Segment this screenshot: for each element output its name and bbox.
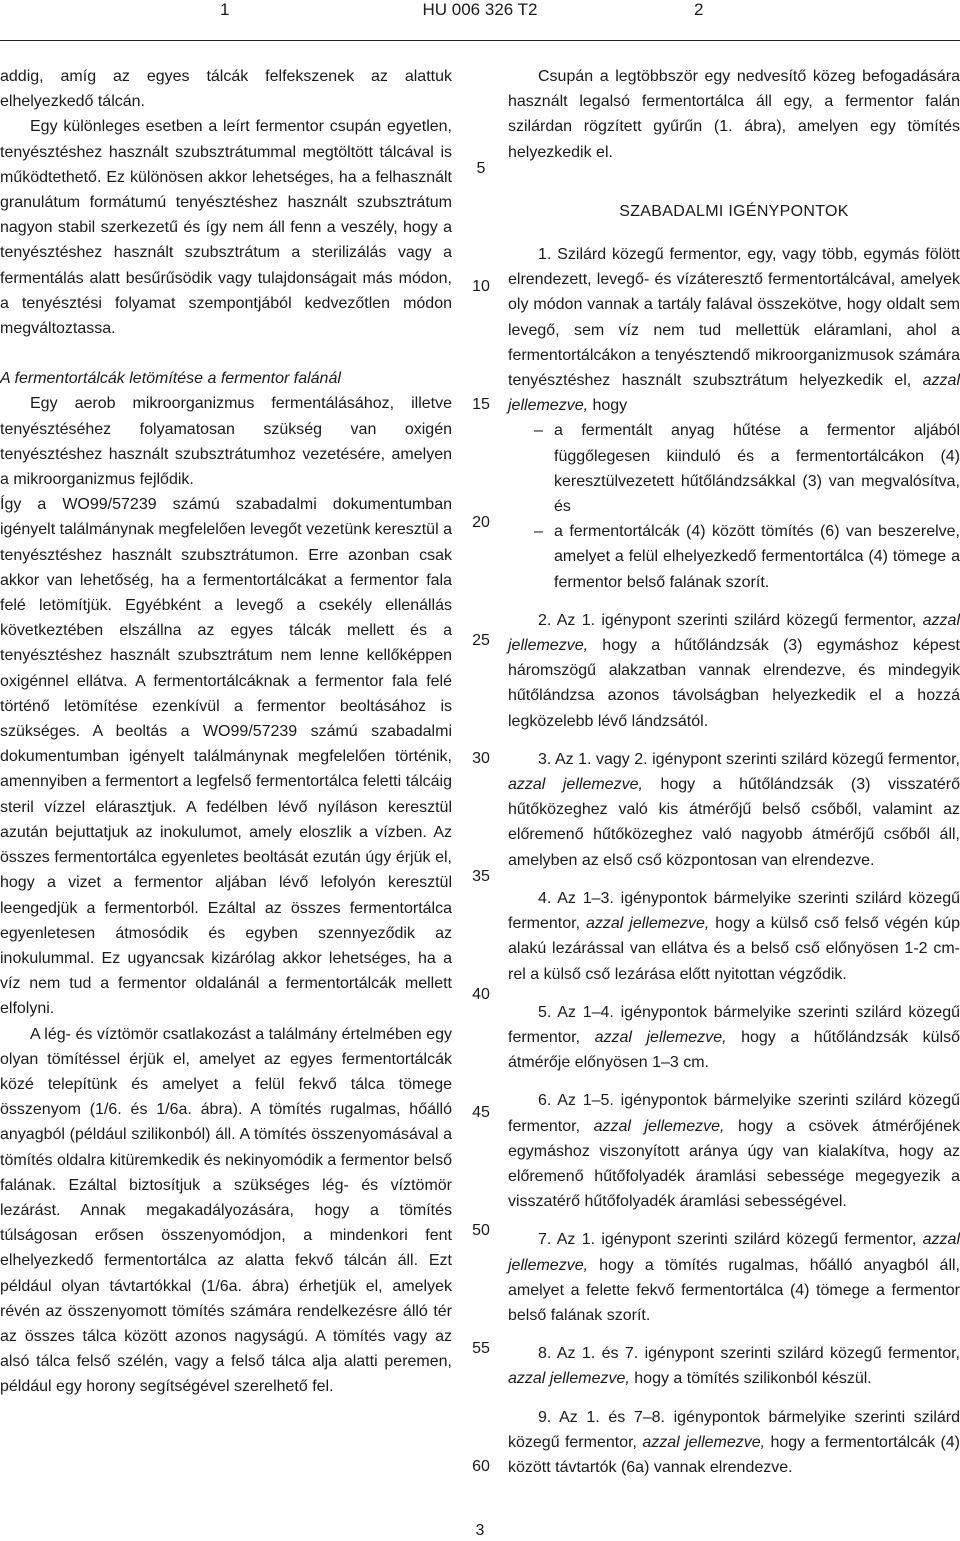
line-number: 35	[472, 868, 490, 885]
line-number: 25	[472, 632, 490, 649]
header-rule	[0, 40, 960, 41]
document-number: HU 006 326 T2	[422, 0, 538, 19]
claim-1-feature-a: – a fermentált anyag hűtése a fermentor aljából függőlegesen kiinduló és a fermentortálcákon (4) keresztülvezetett hűtőlándzsákkal (3) van megvalósítva, és	[508, 418, 960, 519]
claim-4: 4. Az 1–3. igénypontok bármelyike szerinti szilárd közegű fermentor, azzal jellemezve, hogy a külső cső felső végén kúp alakú lezárással van ellátva és a belső cső előnyösen 1-2 cm-rel a külső cső lezárása előtt nyitottan végződik.	[508, 889, 960, 983]
claim-3: 3. Az 1. vagy 2. igénypont szerinti szilárd közegű fermentor, azzal jellemezve, hogy a hűtőlándzsák (3) visszatérő hűtőközeghez való kis átmérőjű belső csőből, valamint az előremenő hűtőközeghez való nagyobb átmérőjű csőből áll, amelyben az első cső központosan van elrendezve.	[508, 750, 960, 869]
line-number: 15	[472, 396, 490, 413]
dash-bullet: –	[534, 523, 543, 541]
line-number: 55	[472, 1340, 490, 1357]
dash-bullet: –	[534, 422, 543, 440]
footer-page-number: 3	[475, 1522, 485, 1539]
claim-7: 7. Az 1. igénypont szerinti szilárd közegű fermentor, azzal jellemezve, hogy a tömítés rugalmas, hőálló anyagból áll, amelyet a felette fekvő fermentortálca (4) tömege a fermentor belső falának szorít.	[508, 1231, 960, 1324]
paragraph-aerobic: Egy aerob mikroorganizmus fermentálásához, illetve tenyésztéséhez folyamatosan szükség van oxigén tenyésztéshez használt szubsztrátumhoz vezetésére, amelyen a mikroorganizmus fejlődik.	[0, 395, 452, 489]
paragraph-special-case: Egy különleges esetben a leírt fermentor csupán egyetlen, tenyésztéshez használt szubsztrátummal megtöltött tálcával is működtethető. Ez különösen akkor lehetséges, ha a felhasznált granulátum formátumú tenyésztéshez használt szubsztrátum nagyon stabil szerkezetű és így nem áll fenn a veszély, hogy a tenyésztéshez használt szubsztrátum a sterilizálás vagy a fermentálás alatt besűrűsödik vagy tulajdonságait más módon, a tenyésztési folyamat szempontjából kedvezőtlen módon megváltoztassa.	[0, 118, 452, 338]
claims-heading: SZABADALMI IGÉNYPONTOK	[619, 202, 849, 220]
section-heading: A fermentortálcák letömítése a fermentor falánál	[0, 370, 341, 388]
line-number: 40	[472, 986, 490, 1003]
claim-9: 9. Az 1. és 7–8. igénypontok bármelyike szerinti szilárd közegű fermentor, azzal jellemezve, hogy a fermentortálcák (4) között távtartók (6a) vannak elrendezve.	[508, 1408, 960, 1476]
claim-2: 2. Az 1. igénypont szerinti szilárd közegű fermentor, azzal jellemezve, hogy a hűtőlándzsák (3) egymáshoz képest háromszögű alakzatban vannak elrendezve, és mindegyik hűtőlándzsa azonos távolságban helyezkedik el a hozzá legközelebb lévő lándzsától.	[508, 611, 960, 730]
claim-6: 6. Az 1–5. igénypontok bármelyike szerinti szilárd közegű fermentor, azzal jellemezve, hogy a csövek átmérőjének egymáshoz viszonyított aránya úgy van kialakítva, hogy az előremenő hűtőfolyadék áramlási sebessége megegyezik a visszatérő hűtőfolyadék áramlási sebességével.	[508, 1092, 960, 1211]
paragraph-sealing: A lég- és víztömör csatlakozást a találmány értelmében egy olyan tömítéssel érjük el, amelyet az egyes fermentortálcák közé telepítünk és amelyet a felül fekvő tálca tömege összenyom (1/6. és 1/6a. ábra). A tömítés rugalmas, hőálló anyagból (például szilikonból) áll. A tömítés összenyomásával a tömítés oldalra kitüremkedik és nekinyomódik a fermentor belső falának. Ezáltal biztosítjuk a szükséges lég- és víztömör lezárást. Annak megakadályozására, hogy a tömítés túlságosan erősen összenyomódjon, a mindenkori fent elhelyezkedő fermentortálca az alatta fekvő tálcán áll. Ezt például olyan távtartókkal (1/6a. ábra) érhetjük el, amelyek révén az összenyomott tömítés számára rendelkezésre álló tér az összes tálca között azonos nagyságú. A tömítés vagy az alsó tálca felső szélén, vagy a felső tálca alja alatti peremen, például egy horony segítségével szerelhető fel.	[0, 1025, 452, 1396]
paragraph-inoculation: Így a WO99/57239 számú szabadalmi dokumentumban igényelt találmánynak megfelelően levegőt vezetünk keresztül a tenyésztéshez használt szubsztrátumon. Erre azonban csak akkor van lehetőség, ha a fermentortálcákat a fermentor fala felé letömítjük. Egyébként a levegő a csekély ellenállás következtében elszállna az egyes tálcák mellett és a tenyésztéshez használt szubsztrátum nem lenne kellőképpen oxigénnel ellátva. A fermentortálcáknak a fermentor fala felé történő letömítése ezenkívül a fermentor beoltásához is szükséges. A beoltás a WO99/57239 számú szabadalmi dokumentumban igényelt találmánynak megfelelően történik, amennyiben a fermentort a legfelső fermentortálca feletti tálcáig steril vízzel elárasztjuk. A fedélben lévő nyíláson keresztül azután bejuttatjuk az inokulumot, amely eloszlik a vízben. Az összes fermentortálca egyenletes beoltását ezután úgy érjük el, hogy a vizet a fermentor aljában lévő lefolyón keresztül leengedjük a fermentorból. Ezáltal az összes fermentortálca egyenletesen átmosódik és egyben szennyeződik az inokulummal. Ez ugyancsak kizárólag akkor lehetséges, ha a víz nem tud a fermentor oldalánál a fermentortálcák mellett elfolyni.	[0, 496, 452, 1018]
line-number: 20	[472, 514, 490, 531]
line-number: 45	[472, 1104, 490, 1121]
left-page-number: 1	[220, 0, 230, 19]
claim-5: 5. Az 1–4. igénypontok bármelyike szerinti szilárd közegű fermentor, azzal jellemezve, hogy a hűtőlándzsák külső átmérője előnyösen 1–3 cm.	[508, 1003, 960, 1072]
line-number: 50	[472, 1222, 490, 1239]
right-page-number: 2	[694, 0, 704, 19]
claim-1: 1. Szilárd közegű fermentor, egy, vagy több, egymás fölött elrendezett, levegő- és vízáteresztő fermentortálcával, amelyek oly módon vannak a tartály falával összekötve, hogy oldalt sem levegő, sem víz nem tud mellettük eláramlani, ahol a fermentortálcákon a tenyésztendő mikroorganizmusok számára tenyésztéshez használt szubsztrátum helyezkedik el, azzal jellemezve, hogy	[508, 246, 960, 415]
line-number: 10	[472, 278, 490, 295]
paragraph-bottom-tray: Csupán a legtöbbször egy nedvesítő közeg befogadására használt legalsó fermentortálca áll egy, a fermentor falán szilárdan rögzített gyűrűn (1. ábra), amelyen egy tömítés helyezkedik el.	[508, 68, 960, 161]
line-number: 5	[476, 160, 486, 177]
line-number: 60	[472, 1458, 490, 1475]
claim-8: 8. Az 1. és 7. igénypont szerinti szilárd közegű fermentor, azzal jellemezve, hogy a tömítés szilikonból készül.	[508, 1345, 960, 1388]
left-column	[0, 64, 452, 1400]
right-column	[508, 64, 960, 1480]
paragraph-continuation: addig, amíg az egyes tálcák felfekszenek az alattuk elhelyezkedő tálcán.	[0, 68, 452, 111]
claim-1-feature-b: – a fermentortálcák (4) között tömítés (6) van beszerelve, amelyet a felül elhelyezkedő fermentortálca (4) tömege a fermentor belső falának szorít.	[508, 519, 960, 595]
line-number: 30	[472, 750, 490, 767]
